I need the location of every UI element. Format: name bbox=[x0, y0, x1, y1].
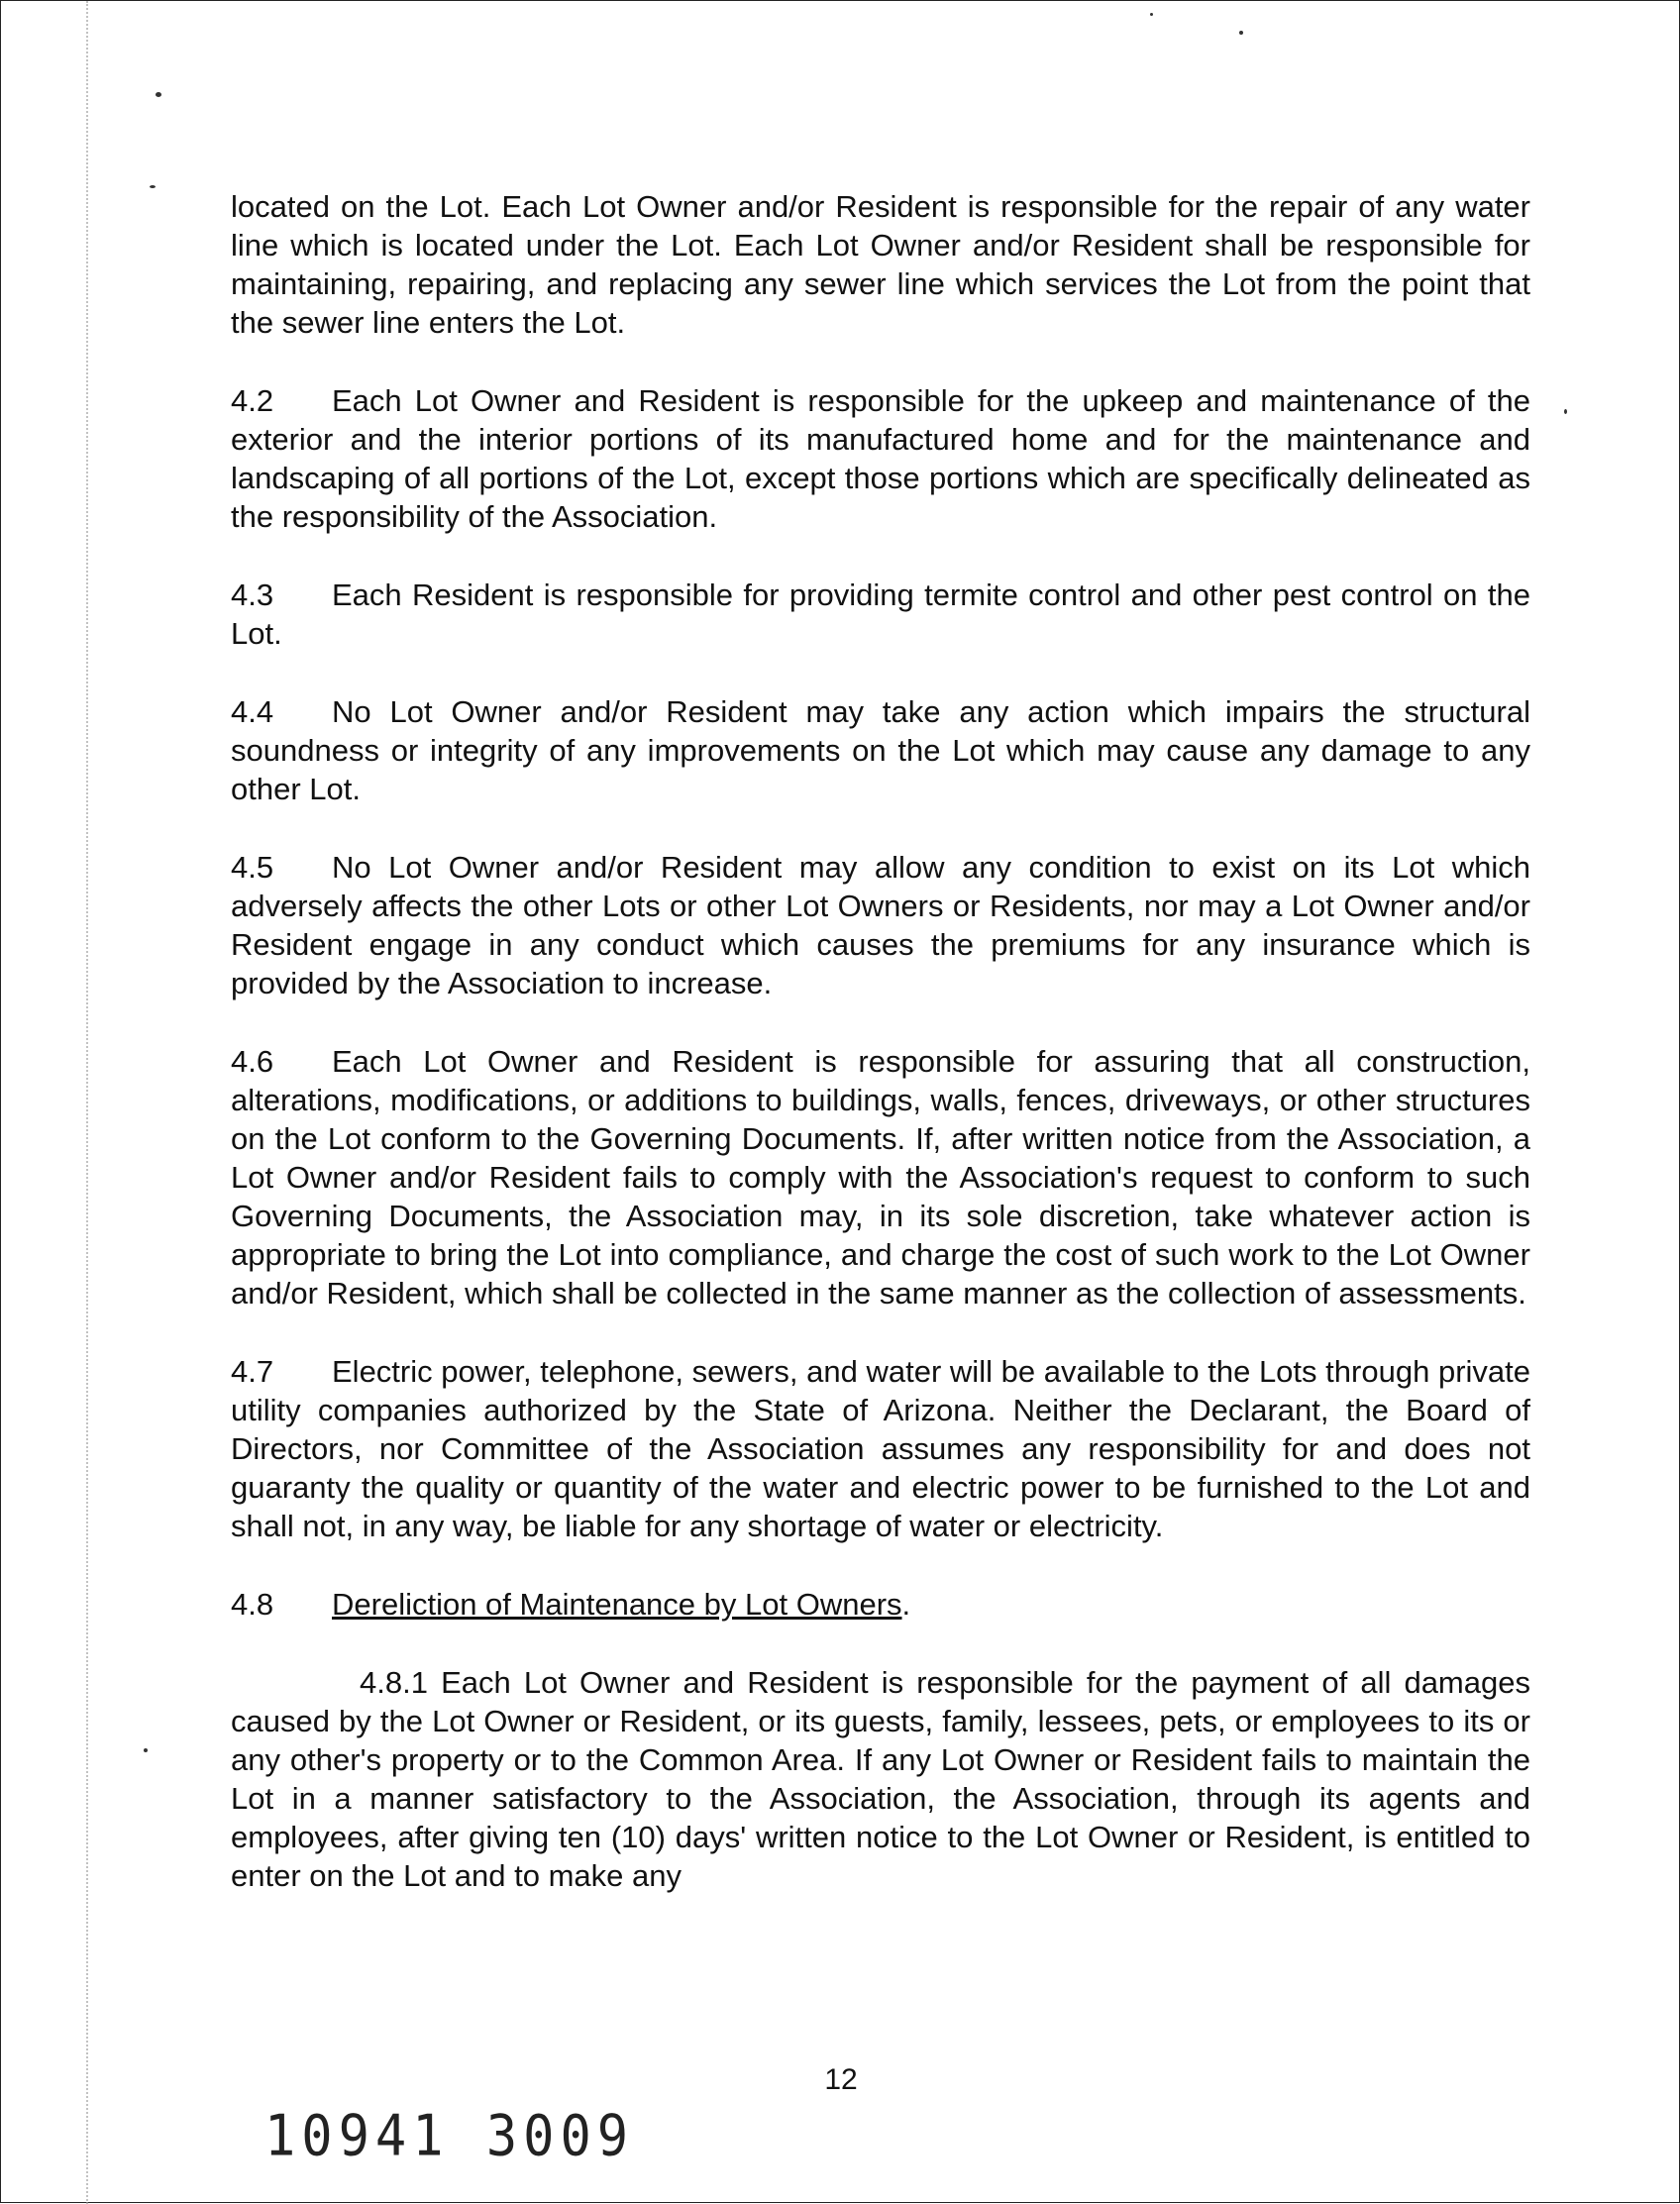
paragraph-4-8-1 bbox=[231, 1663, 1530, 1895]
paragraph-4-2 bbox=[231, 381, 1530, 536]
paragraph-4-7 bbox=[231, 1352, 1530, 1545]
scan-speck bbox=[150, 185, 156, 188]
section-number: 4.3 bbox=[231, 577, 274, 612]
section-number: 4.8.1 bbox=[360, 1665, 428, 1700]
section-number: 4.4 bbox=[231, 694, 274, 729]
section-title: Dereliction of Maintenance by Lot Owners bbox=[332, 1587, 902, 1622]
paragraph-text: Electric power, telephone, sewers, and water will be available to the Lots through private utility companies authorized by the State of Arizona. Neither the Declarant, the Board of Directors, nor Committee of the Association assumes any responsibility for and does not guaranty the quality or quantity of the water and electric power to be furnished to the Lot and shall not, in any way, be liable for any shortage of water or electricity. bbox=[231, 1354, 1530, 1543]
section-number: 4.2 bbox=[231, 383, 274, 418]
paragraph-text: No Lot Owner and/or Resident may allow any condition to exist on its Lot which adversely affects the other Lots or other Lot Owners or Residents, nor may a Lot Owner and/or Resident engage in any conduct which causes the premiums for any insurance which is provided by the Association to increase. bbox=[231, 850, 1530, 1000]
paragraph-4-6 bbox=[231, 1042, 1530, 1312]
heading-4-8 bbox=[231, 1585, 1530, 1624]
paragraph-text: Each Resident is responsible for providing termite control and other pest control on the Lot. bbox=[231, 577, 1530, 651]
paragraph-text: Each Lot Owner and Resident is responsible for the payment of all damages caused by the Lot Owner or Resident, or its guests, family, lessees, pets, or employees to its or any other's property or to the Common Area. If any Lot Owner or Resident fails to maintain the Lot in a manner satisfactory to the Association, the Association, through its agents and employees, after giving ten (10) days' written notice to the Lot Owner or Resident, is entitled to enter on the Lot and to make any bbox=[231, 1665, 1530, 1893]
scan-speck bbox=[1564, 409, 1567, 414]
section-number: 4.5 bbox=[231, 850, 274, 885]
paragraph-text: Each Lot Owner and Resident is responsible for assuring that all construction, alterations, modifications, or additions to buildings, walls, fences, driveways, or other structures on the Lot conform to the Governing Documents. If, after written notice from the Association, a Lot Owner and/or Resident fails to comply with the Association's request to conform to such Governing Documents, the Association may, in its sole discretion, take whatever action is appropriate to bring the Lot into compliance, and charge the cost of such work to the Lot Owner and/or Resident, which shall be collected in the same manner as the collection of assessments. bbox=[231, 1044, 1530, 1311]
page-number: 12 bbox=[824, 2063, 858, 2096]
section-number: 4.7 bbox=[231, 1354, 274, 1389]
paragraph-4-4 bbox=[231, 692, 1530, 808]
scan-edge-dots bbox=[86, 1, 88, 2204]
paragraph-text: located on the Lot. Each Lot Owner and/or Resident is responsible for the repair of any water line which is located under the Lot. Each Lot Owner and/or Resident shall be responsible for maintaining, repairing, and replacing any sewer line which services the Lot from the point that the sewer line enters the Lot. bbox=[231, 189, 1530, 340]
scan-speck bbox=[144, 1748, 148, 1752]
section-number: 4.6 bbox=[231, 1044, 274, 1079]
recording-stamp: 10941 3009 bbox=[264, 2104, 635, 2169]
scan-speck bbox=[156, 92, 161, 97]
scan-speck bbox=[1150, 13, 1153, 16]
paragraph-text: Each Lot Owner and Resident is responsible for the upkeep and maintenance of the exterior and the interior portions of its manufactured home and for the maintenance and landscaping of all portions of the Lot, except those portions which are specifically delineated as the responsibility of the Association. bbox=[231, 383, 1530, 534]
section-title-period: . bbox=[901, 1587, 911, 1622]
section-number: 4.8 bbox=[231, 1587, 274, 1622]
paragraph-4-1-continued bbox=[231, 187, 1530, 342]
paragraph-text: No Lot Owner and/or Resident may take any action which impairs the structural soundness or integrity of any improvements on the Lot which may cause any damage to any other Lot. bbox=[231, 694, 1530, 806]
scan-speck bbox=[1239, 31, 1243, 35]
paragraph-4-3 bbox=[231, 576, 1530, 653]
document-body bbox=[231, 187, 1530, 1935]
paragraph-4-5 bbox=[231, 848, 1530, 1002]
